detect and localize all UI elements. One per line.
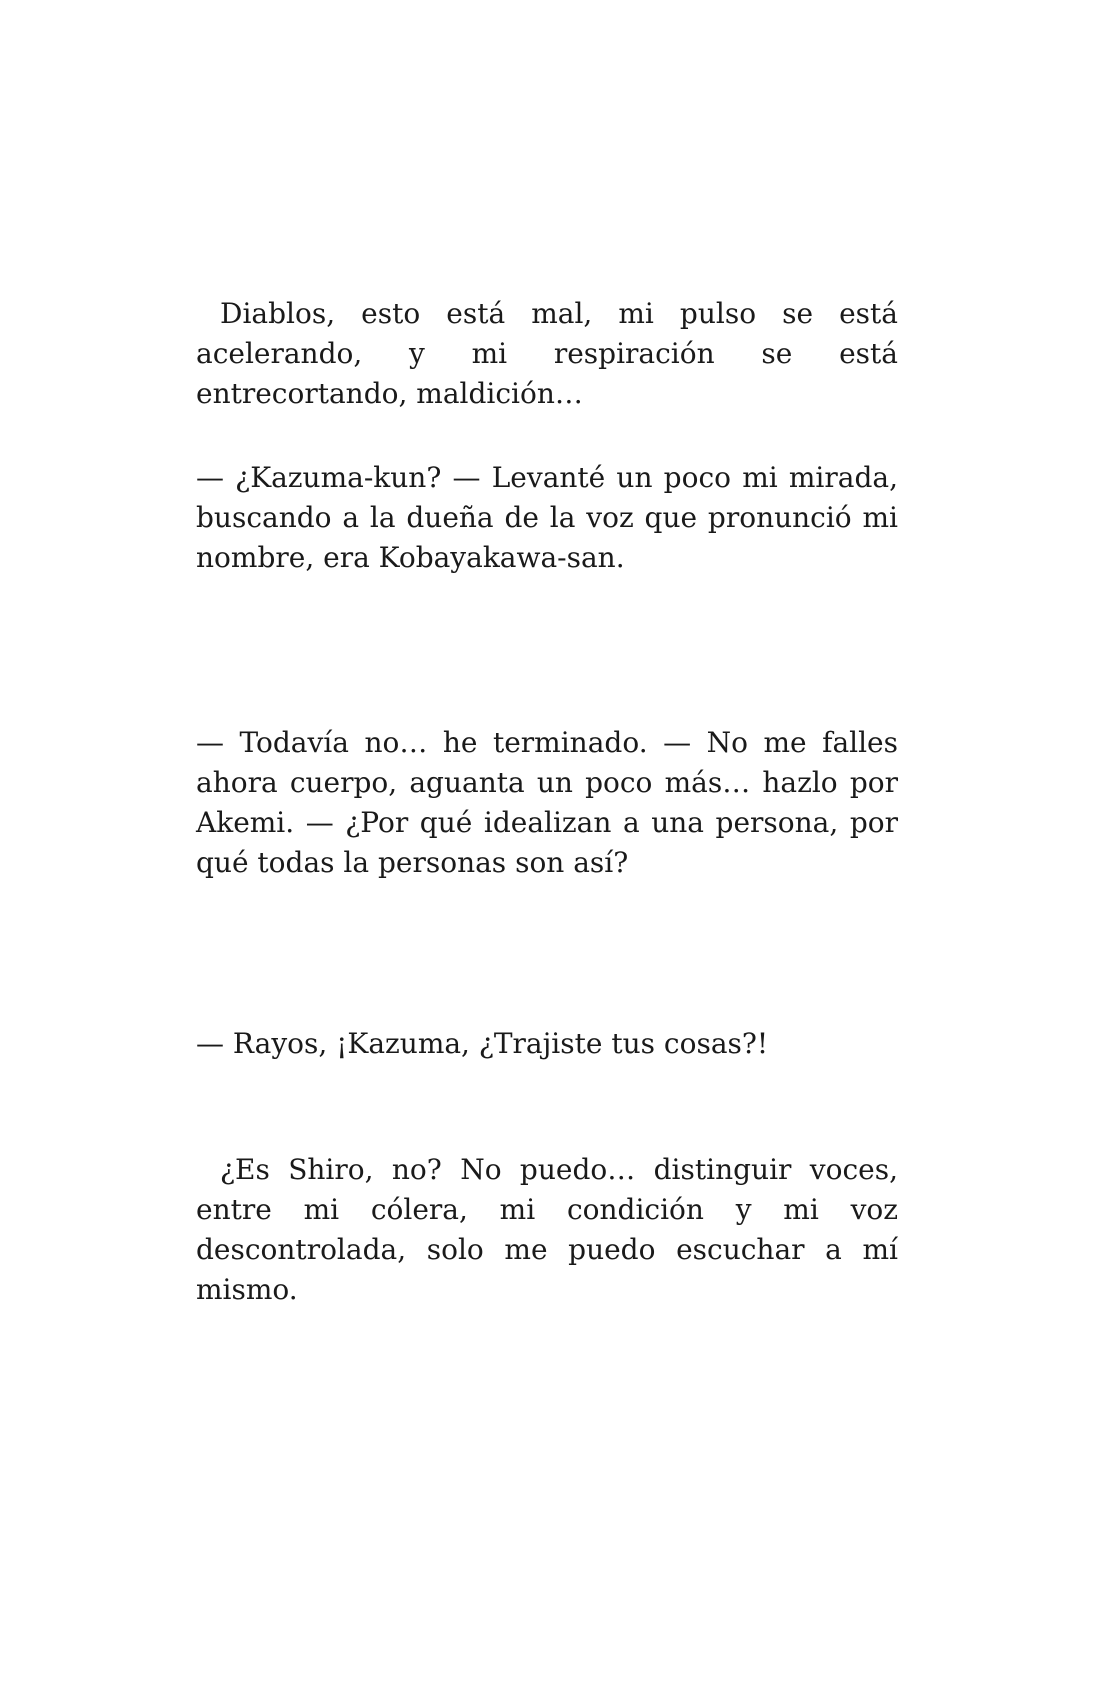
paragraph-dialogue-kobayakawa: — ¿Kazuma-kun? — Levanté un poco mi mirada, buscando a la dueña de la voz que pronunció mi nombre, era Kobayakawa-san. bbox=[196, 461, 898, 574]
paragraph-narration-shiro: ¿Es Shiro, no? No puedo… distinguir voces, entre mi cólera, mi condición y mi voz descontrolada, solo me puedo escuchar a mí mismo. bbox=[196, 1153, 898, 1306]
paragraph-dialogue-rayos: — Rayos, ¡Kazuma, ¿Trajiste tus cosas?! bbox=[196, 1027, 769, 1060]
paragraph-dialogue-not-finished: — Todavía no… he terminado. — No me falles ahora cuerpo, aguanta un poco más… hazlo por Akemi. — ¿Por qué idealizan a una persona, por qué todas la personas son así? bbox=[196, 726, 898, 879]
paragraph-narration-pulse: Diablos, esto está mal, mi pulso se está acelerando, y mi respiración se está entrecortando, maldición… bbox=[196, 297, 898, 410]
